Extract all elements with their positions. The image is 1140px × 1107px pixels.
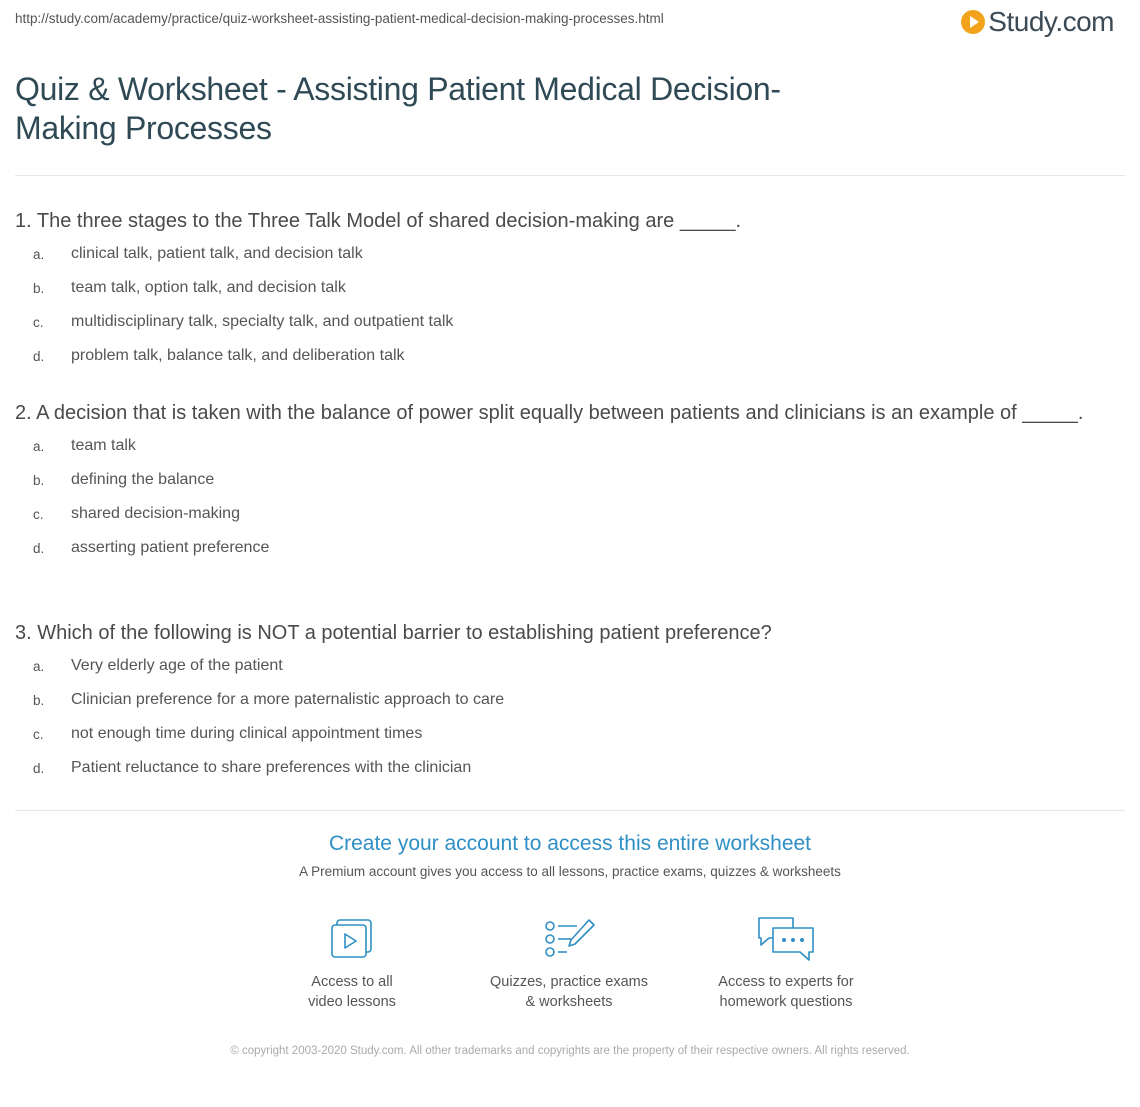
choice-list — [15, 429, 1125, 565]
choice-item[interactable] — [15, 429, 1125, 463]
choice-letter: a. — [33, 658, 45, 674]
choice-text: team talk — [71, 437, 136, 454]
choice-letter: b. — [33, 280, 45, 296]
choice-text: team talk, option talk, and decision talk — [71, 279, 346, 296]
choice-letter: c. — [33, 506, 44, 522]
choice-text: shared decision-making — [71, 505, 240, 522]
feature-label-line: video lessons — [308, 994, 396, 1010]
choice-letter: d. — [33, 540, 45, 556]
choice-letter: d. — [33, 348, 45, 364]
choice-item[interactable] — [15, 305, 1125, 339]
choice-letter: d. — [33, 760, 45, 776]
choice-item[interactable] — [15, 271, 1125, 305]
question-1 — [15, 207, 1125, 373]
divider — [15, 175, 1125, 176]
copyright-notice: © copyright 2003-2020 Study.com. All other trademarks and copyrights are the property of their respective owners. All rights reserved. — [230, 1045, 910, 1057]
choice-text: asserting patient preference — [71, 539, 270, 556]
video-lessons-icon — [322, 914, 382, 964]
feature-experts — [686, 914, 886, 1012]
choice-text: problem talk, balance talk, and deliberation talk — [71, 347, 405, 364]
choice-text: not enough time during clinical appointment times — [71, 725, 423, 742]
choice-list — [15, 649, 1125, 785]
page-title: Quiz & Worksheet - Assisting Patient Medical Decision-Making Processes — [15, 71, 781, 146]
create-account-link[interactable]: Create your account to access this entire worksheet — [328, 832, 812, 855]
choice-item[interactable] — [15, 497, 1125, 531]
choice-letter: a. — [33, 438, 45, 454]
chat-bubbles-icon — [753, 914, 819, 964]
choice-item[interactable] — [15, 463, 1125, 497]
choice-item[interactable] — [15, 683, 1125, 717]
question-2 — [15, 399, 1125, 565]
play-circle-icon — [961, 10, 985, 34]
choice-item[interactable] — [15, 649, 1125, 683]
choice-item[interactable] — [15, 237, 1125, 271]
choice-item[interactable] — [15, 339, 1125, 373]
choice-letter: a. — [33, 246, 45, 262]
feature-label-line: homework questions — [719, 994, 853, 1010]
feature-label-line: Quizzes, practice exams — [490, 974, 648, 990]
question-text: 2. A decision that is taken with the balance of power split equally between patients and clinicians is an example of _____. — [15, 402, 1084, 424]
feature-label-line: Access to experts for — [718, 974, 854, 990]
choice-text: multidisciplinary talk, specialty talk, and outpatient talk — [71, 313, 454, 330]
question-text: 3. Which of the following is NOT a potential barrier to establishing patient preference? — [15, 622, 772, 644]
choice-text: defining the balance — [71, 471, 215, 488]
choice-list — [15, 237, 1125, 373]
choice-letter: c. — [33, 314, 44, 330]
choice-letter: b. — [33, 692, 45, 708]
feature-label-line: Access to all — [311, 974, 393, 990]
study-logo[interactable] — [961, 6, 1114, 38]
quiz-checklist-icon — [539, 914, 599, 964]
feature-quizzes — [469, 914, 669, 1012]
question-3 — [15, 619, 1125, 785]
choice-item[interactable] — [15, 531, 1125, 565]
page-url: http://study.com/academy/practice/quiz-worksheet-assisting-patient-medical-decision-making-processes.html — [15, 11, 664, 26]
feature-label-line: & worksheets — [525, 994, 613, 1010]
choice-letter: c. — [33, 726, 44, 742]
question-text: 1. The three stages to the Three Talk Model of shared decision-making are _____. — [15, 210, 741, 232]
choice-text: Very elderly age of the patient — [71, 657, 283, 674]
divider — [15, 810, 1125, 811]
feature-video-lessons — [252, 914, 452, 1012]
choice-letter: b. — [33, 472, 45, 488]
cta-subtitle: A Premium account gives you access to all lessons, practice exams, quizzes & worksheets — [299, 864, 841, 879]
choice-text: clinical talk, patient talk, and decision talk — [71, 245, 363, 262]
choice-text: Patient reluctance to share preferences with the clinician — [71, 759, 472, 776]
choice-item[interactable] — [15, 717, 1125, 751]
logo-text: Study.com — [988, 6, 1114, 37]
choice-item[interactable] — [15, 751, 1125, 785]
choice-text: Clinician preference for a more paternalistic approach to care — [71, 691, 505, 708]
